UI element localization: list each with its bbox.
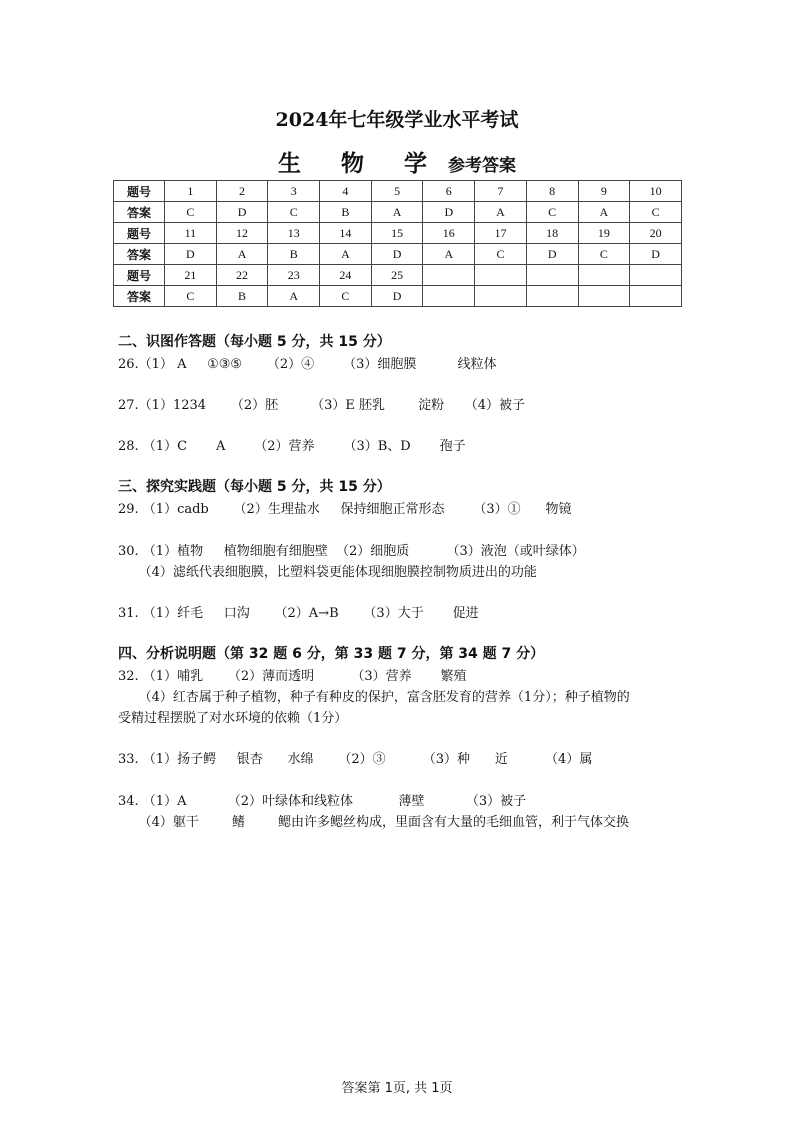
table-cell: D bbox=[371, 244, 423, 265]
table-row bbox=[114, 181, 682, 202]
page-footer: 答案第 1页, 共 1页 bbox=[341, 1081, 453, 1096]
table-cell bbox=[630, 286, 682, 307]
table-cell bbox=[423, 265, 475, 286]
table-cell: 4 bbox=[320, 181, 372, 202]
table-cell bbox=[475, 286, 527, 307]
table-row bbox=[114, 244, 682, 265]
table-cell: 9 bbox=[578, 181, 630, 202]
answer-27: 27.（1）1234 （2）胚 （3）E 胚乳 淀粉 （4）被子 bbox=[118, 398, 526, 413]
table-cell bbox=[526, 265, 578, 286]
table-row bbox=[114, 286, 682, 307]
table-cell: C bbox=[320, 286, 372, 307]
row-label: 答案 bbox=[114, 244, 165, 265]
table-cell: C bbox=[526, 202, 578, 223]
answer-31: 31. （1）纤毛 口沟 （2）A→B （3）大于 促进 bbox=[118, 606, 479, 621]
table-cell: 24 bbox=[320, 265, 372, 286]
table-cell: D bbox=[165, 244, 217, 265]
subject-name: 生 物 学 bbox=[277, 150, 443, 177]
table-cell: 10 bbox=[630, 181, 682, 202]
table-cell: D bbox=[216, 202, 268, 223]
table-cell: 16 bbox=[423, 223, 475, 244]
table-cell: 3 bbox=[268, 181, 320, 202]
subtitle-suffix: 参考答案 bbox=[448, 156, 517, 176]
table-cell: A bbox=[371, 202, 423, 223]
row-label: 答案 bbox=[114, 286, 165, 307]
table-cell: 18 bbox=[526, 223, 578, 244]
table-cell bbox=[475, 265, 527, 286]
table-cell: 5 bbox=[371, 181, 423, 202]
answer-28: 28. （1）C A （2）营养 （3）B、D 孢子 bbox=[118, 439, 466, 454]
table-cell: 19 bbox=[578, 223, 630, 244]
table-cell: B bbox=[320, 202, 372, 223]
table-cell: A bbox=[475, 202, 527, 223]
table-cell: 22 bbox=[216, 265, 268, 286]
table-cell: D bbox=[371, 286, 423, 307]
row-label: 题号 bbox=[114, 181, 165, 202]
table-cell: 11 bbox=[165, 223, 217, 244]
table-cell: 21 bbox=[165, 265, 217, 286]
table-row bbox=[114, 223, 682, 244]
answer-34-line2: （4）躯干 鳍 鳃由许多鳃丝构成，里面含有大量的毛细血管，利于气体交换 bbox=[118, 815, 630, 830]
table-cell: A bbox=[268, 286, 320, 307]
table-cell: 12 bbox=[216, 223, 268, 244]
table-cell: B bbox=[216, 286, 268, 307]
answer-32-line1: 32. （1）哺乳 （2）薄而透明 （3）营养 繁殖 bbox=[118, 669, 467, 684]
section-2-heading: 二、识图作答题（每小题 5 分，共 15 分） bbox=[118, 334, 391, 350]
table-cell: A bbox=[423, 244, 475, 265]
table-cell: 23 bbox=[268, 265, 320, 286]
table-cell: C bbox=[165, 286, 217, 307]
table-row bbox=[114, 265, 682, 286]
table-cell bbox=[578, 286, 630, 307]
row-label: 题号 bbox=[114, 223, 165, 244]
table-cell: 25 bbox=[371, 265, 423, 286]
section-3-heading: 三、探究实践题（每小题 5 分，共 15 分） bbox=[118, 479, 391, 495]
table-cell: 6 bbox=[423, 181, 475, 202]
table-cell: 2 bbox=[216, 181, 268, 202]
subtitle bbox=[0, 145, 794, 178]
table-cell: D bbox=[423, 202, 475, 223]
answer-34-line1: 34. （1）A （2）叶绿体和线粒体 薄壁 （3）被子 bbox=[118, 794, 527, 809]
answer-32-line2: （4）红杏属于种子植物，种子有种皮的保护，富含胚发育的营养（1分）；种子植物的 bbox=[118, 690, 630, 705]
section-4-heading: 四、分析说明题（第 32 题 6 分，第 33 题 7 分，第 34 题 7 分） bbox=[118, 646, 545, 662]
table-cell bbox=[423, 286, 475, 307]
table-cell: A bbox=[578, 202, 630, 223]
page-title: 2024年七年级学业水平考试 bbox=[275, 109, 519, 131]
row-label: 答案 bbox=[114, 202, 165, 223]
answer-26: 26.（1） A ①③⑤ （2）④ （3）细胞膜 线粒体 bbox=[118, 357, 497, 372]
table-cell: C bbox=[578, 244, 630, 265]
table-cell: C bbox=[630, 202, 682, 223]
table-cell: C bbox=[475, 244, 527, 265]
table-cell: 8 bbox=[526, 181, 578, 202]
table-cell: C bbox=[165, 202, 217, 223]
table-cell: 14 bbox=[320, 223, 372, 244]
table-cell: A bbox=[320, 244, 372, 265]
table-cell: D bbox=[630, 244, 682, 265]
table-row bbox=[114, 202, 682, 223]
table-cell bbox=[526, 286, 578, 307]
table-cell bbox=[578, 265, 630, 286]
table-cell: B bbox=[268, 244, 320, 265]
table-cell: 15 bbox=[371, 223, 423, 244]
table-cell: 13 bbox=[268, 223, 320, 244]
table-cell: 20 bbox=[630, 223, 682, 244]
answer-30-line1: 30. （1）植物 植物细胞有细胞壁 （2）细胞质 （3）液泡（或叶绿体） bbox=[118, 544, 585, 559]
table-cell bbox=[630, 265, 682, 286]
table-cell: C bbox=[268, 202, 320, 223]
answer-29: 29. （1）cadb （2）生理盐水 保持细胞正常形态 （3）① 物镜 bbox=[118, 502, 572, 517]
answer-30-line2: （4）滤纸代表细胞膜，比塑料袋更能体现细胞膜控制物质进出的功能 bbox=[118, 565, 537, 580]
table-cell: 1 bbox=[165, 181, 217, 202]
table-cell: 17 bbox=[475, 223, 527, 244]
answer-33: 33. （1）扬子鳄 银杏 水绵 （2）③ （3）种 近 （4）属 bbox=[118, 752, 593, 767]
answer-table bbox=[113, 180, 682, 307]
table-cell: 7 bbox=[475, 181, 527, 202]
row-label: 题号 bbox=[114, 265, 165, 286]
table-cell: A bbox=[216, 244, 268, 265]
answer-32-line3: 受精过程摆脱了对水环境的依赖（1分） bbox=[118, 711, 348, 726]
table-cell: D bbox=[526, 244, 578, 265]
